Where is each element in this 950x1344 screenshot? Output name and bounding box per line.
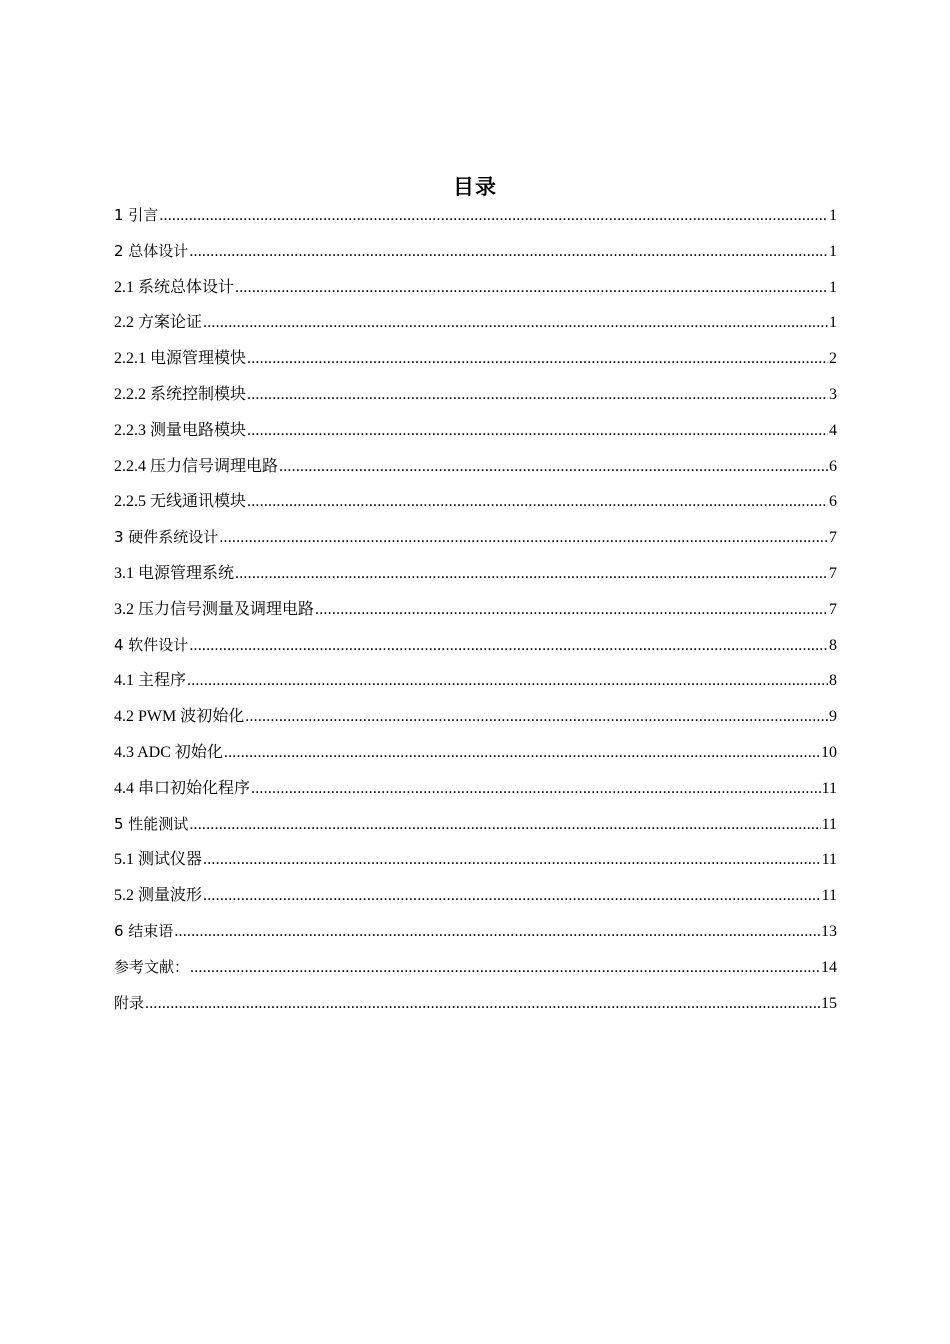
toc-entry[interactable]	[114, 305, 837, 341]
toc-leader-dots	[174, 914, 820, 950]
toc-page-number: 13	[821, 922, 837, 940]
toc-entry[interactable]	[114, 914, 837, 950]
toc-page-number: 1	[829, 314, 837, 332]
toc-leader-dots	[189, 234, 828, 270]
toc-page-number: 1	[829, 242, 837, 260]
toc-page-number: 1	[829, 207, 837, 224]
toc-entry-label: 2 总体设计	[114, 241, 189, 260]
toc-entry[interactable]	[114, 449, 837, 485]
toc-leader-dots	[190, 950, 820, 986]
toc-page-number: 7	[829, 564, 837, 582]
toc-page-number: 15	[821, 994, 837, 1012]
toc-leader-dots	[235, 556, 828, 592]
toc-entry[interactable]	[114, 377, 837, 413]
toc-entry-label: 5.2 测量波形	[114, 887, 203, 905]
toc-page-number: 14	[821, 958, 837, 976]
toc-leader-dots	[159, 198, 828, 234]
toc-page-number: 3	[829, 385, 837, 403]
toc-page-number: 7	[829, 529, 837, 547]
toc-entry[interactable]	[114, 735, 837, 771]
toc-page-number: 11	[821, 815, 837, 833]
toc-entry-label: 附录	[114, 993, 145, 1012]
toc-page-number: 11	[821, 851, 837, 869]
toc-entry-label: 2.2.3 测量电路模块	[114, 421, 247, 439]
toc-leader-dots	[189, 628, 828, 664]
toc-page-number: 11	[821, 887, 837, 905]
toc-entry-label: 4.4 串口初始化程序	[114, 779, 251, 797]
toc-entry-label: 1 引言	[114, 206, 159, 224]
toc-page-number: 11	[821, 779, 837, 797]
toc-entry-label: 4.1 主程序	[114, 672, 187, 690]
toc-page-number: 8	[829, 672, 837, 690]
toc-entry[interactable]	[114, 556, 837, 592]
toc-leader-dots	[224, 735, 820, 771]
toc-leader-dots	[279, 449, 828, 485]
toc-entry-label: 2.2.4 压力信号调理电路	[114, 457, 279, 475]
toc-leader-dots	[247, 484, 828, 520]
toc-leader-dots	[315, 592, 828, 628]
toc-leader-dots	[203, 305, 828, 341]
toc-entry-label: 3.2 压力信号测量及调理电路	[114, 600, 315, 618]
toc-entry-label: 2.2.2 系统控制模块	[114, 385, 247, 403]
toc-entry[interactable]	[114, 771, 837, 807]
toc-leader-dots	[203, 842, 821, 878]
toc-entry-label: 4.3 ADC 初始化	[114, 743, 223, 761]
toc-entry-label: 5 性能测试	[114, 814, 189, 833]
toc-leader-dots	[247, 341, 828, 377]
toc-entry-label: 2.2 方案论证	[114, 314, 203, 332]
toc-entry-label: 3.1 电源管理系统	[114, 564, 235, 582]
toc-entry-label: 6 结束语	[114, 921, 174, 940]
toc-page-number: 6	[829, 457, 837, 475]
toc-entry[interactable]	[114, 878, 837, 914]
toc-entry[interactable]	[114, 484, 837, 520]
toc-leader-dots	[247, 377, 828, 413]
toc-title: 目录	[453, 175, 497, 199]
toc-leader-dots	[245, 699, 828, 735]
toc-page-number: 9	[829, 708, 837, 726]
toc-entry[interactable]	[114, 807, 837, 843]
toc-entry-label: 4.2 PWM 波初始化	[114, 708, 245, 726]
toc-entry[interactable]	[114, 950, 837, 986]
toc-entry-label: 2.2.1 电源管理模快	[114, 350, 247, 368]
toc-page-number: 10	[821, 743, 837, 761]
toc-entry[interactable]	[114, 592, 837, 628]
toc-leader-dots	[189, 807, 820, 843]
toc-page-number: 2	[829, 350, 837, 368]
toc-page-number: 8	[829, 636, 837, 654]
toc-entry[interactable]	[114, 198, 837, 234]
toc-leader-dots	[203, 878, 821, 914]
toc-leader-dots	[219, 520, 828, 556]
toc-entry-label: 5.1 测试仪器	[114, 851, 203, 869]
toc-list	[114, 198, 837, 1021]
toc-entry-label: 2.1 系统总体设计	[114, 278, 235, 296]
toc-entry[interactable]	[114, 270, 837, 306]
toc-page-number: 1	[829, 278, 837, 296]
toc-leader-dots	[187, 663, 828, 699]
toc-entry[interactable]	[114, 520, 837, 556]
toc-entry[interactable]	[114, 986, 837, 1022]
toc-page-number: 4	[829, 421, 837, 439]
toc-entry[interactable]	[114, 842, 837, 878]
toc-page-number: 6	[829, 493, 837, 511]
toc-entry[interactable]	[114, 663, 837, 699]
toc-entry[interactable]	[114, 628, 837, 664]
toc-entry-label: 2.2.5 无线通讯模块	[114, 493, 247, 511]
toc-entry-label: 3 硬件系统设计	[114, 528, 219, 547]
toc-entry[interactable]	[114, 413, 837, 449]
toc-leader-dots	[247, 413, 828, 449]
toc-entry-label: 参考文献：	[114, 957, 190, 976]
toc-leader-dots	[145, 986, 820, 1022]
toc-entry[interactable]	[114, 341, 837, 377]
toc-entry-label: 4 软件设计	[114, 635, 189, 654]
toc-entry[interactable]	[114, 699, 837, 735]
toc-leader-dots	[251, 771, 821, 807]
toc-leader-dots	[235, 270, 828, 306]
toc-page-number: 7	[829, 600, 837, 618]
toc-entry[interactable]	[114, 234, 837, 270]
